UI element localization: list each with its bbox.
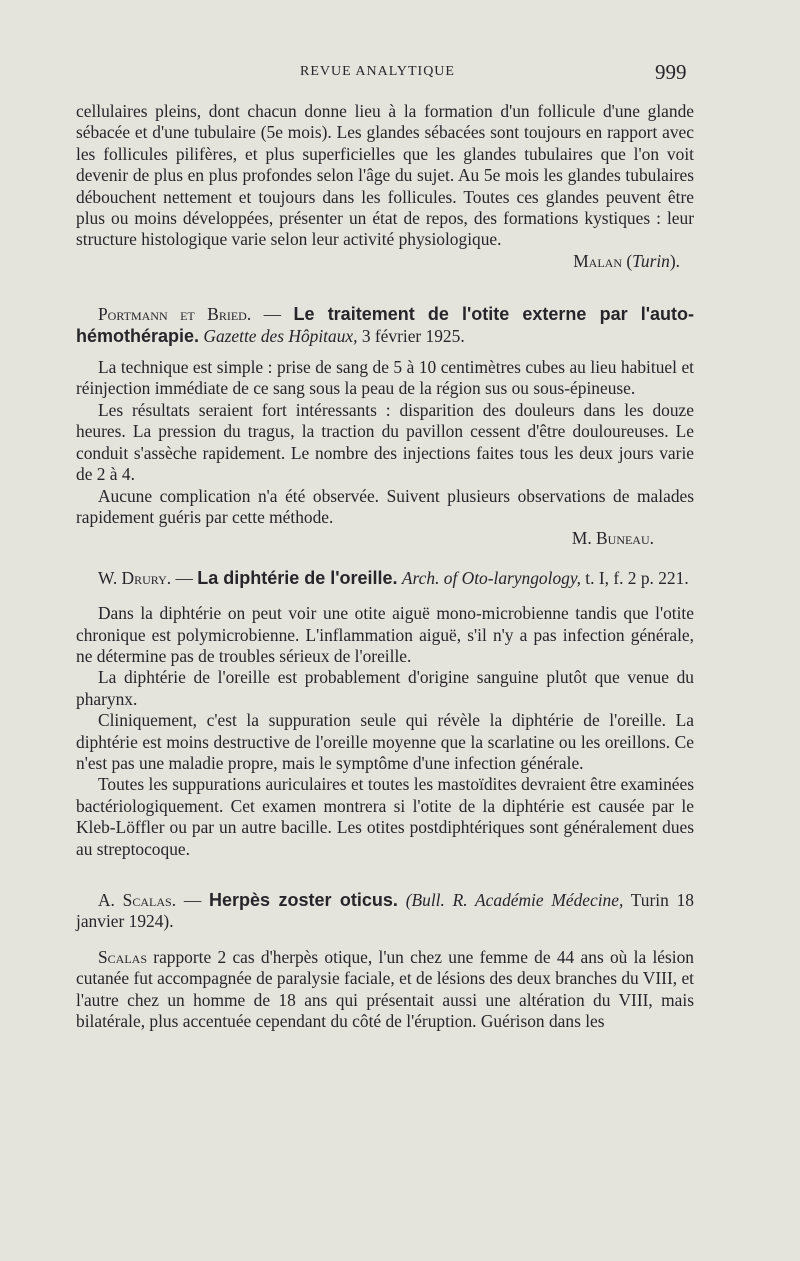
article2-heading xyxy=(76,304,694,347)
article1-signature-name: Malan xyxy=(573,250,623,271)
heading-dash: — xyxy=(171,567,198,588)
article4-authors: A. Scalas. xyxy=(98,890,177,910)
article2-source-details: 3 février 1925. xyxy=(357,325,465,346)
article3-paragraph: Toutes les suppurations auriculaires et toutes les mastoïdites devraient être examinées bactériologiquement. Cet examen montrera si l'otite de la diphtérie est causée par le Kleb-Löffler ou par un autre bacille. Les otites postdiphtériques sont généralement dues au streptocoque. xyxy=(76,774,694,859)
article2-paragraph: Les résultats seraient fort intéressants : disparition des douleurs dans les douze heures. La pression du tragus, la traction du pavillon cessent d'être douloureuses. Le conduit s'assèche rapidement. Le nombre des injections faites tous les deux jours varie de 2 à 4. xyxy=(76,399,694,485)
running-head: REVUE ANALYTIQUE xyxy=(300,64,455,79)
article4-paragraph-text: rapporte 2 cas d'herpès otique, l'un chez une femme de 44 ans où la lésion cutanée fut accompagnée de paralysie faciale, et de lésions des deux branches du VIII, et l'autre chez un homme de 18 ans qui présentait aussi une altération du VIII, mais bilatérale, plus accentuée cependant du côté de l'éruption. Guérison dans les xyxy=(76,946,694,1032)
article1-signature-place: Turin xyxy=(632,250,670,271)
article1-signature: Malan (Turin). xyxy=(573,250,680,271)
article4-heading xyxy=(76,890,694,933)
article1-text: cellulaires pleins, dont chacun donne lieu à la formation d'un follicule d'une glande sébacée et d'une tubulaire (5e mois). Les glandes sébacées sont toujours en rapport avec les follicules pilifères, et plus superficielles que les glandes tubulaires que l'on voit devenir de plus en plus profondes selon l'âge du sujet. Au 5e mois les glandes tubulaires débouchent nettement et toujours dans les follicules. Toutes ces glandes peuvent être plus ou moins développées, présenter un état de repos, des formations kystiques : leur structure histologique varie selon leur activité physiologique. xyxy=(76,101,694,250)
article4-lead-name: Scalas xyxy=(98,946,148,967)
article4-source: (Bull. R. Académie Médecine, xyxy=(405,890,624,910)
article3-authors: W. Drury. xyxy=(98,567,172,588)
page-content xyxy=(76,101,694,1032)
article2-paragraph: Aucune complication n'a été observée. Suivent plusieurs observations de malades rapidement guéris par cette méthode. xyxy=(76,485,694,527)
article4-paragraph xyxy=(76,947,694,1033)
article2-title: Le traitement de l'otite externe par l'auto-hémothérapie. xyxy=(76,304,694,346)
article2-source: Gazette des Hôpitaux, xyxy=(203,325,358,346)
article3-paragraph: Dans la diphtérie on peut voir une otite aiguë mono-microbienne tandis que l'otite chronique est polymicrobienne. L'inflammation aiguë, s'il n'y a pas infection générale, ne détermine pas de troubles sérieux de l'oreille. xyxy=(76,603,694,666)
article3-source: Arch. of Oto-laryngology, xyxy=(401,567,581,588)
article2-paragraph: La technique est simple : prise de sang de 5 à 10 centimètres cubes au lieu habituel et réinjection immédiate de ce sang sous la peau de la région sus ou sous-épineuse. xyxy=(76,357,694,399)
article3-source-details: t. I, f. 2 p. 221. xyxy=(580,567,689,588)
article4-source-details: Turin 18 janvier 1924). xyxy=(76,890,694,932)
page-number: 999 xyxy=(655,60,687,84)
heading-dash: — xyxy=(176,890,209,910)
article4-title: Herpès zoster oticus. xyxy=(209,890,398,910)
heading-dash: — xyxy=(251,304,294,325)
article3-paragraph: Cliniquement, c'est la suppuration seule qui révèle la diphtérie de l'oreille. La diphtérie est moins destructive de l'oreille moyenne que la scarlatine ou les oreillons. Ce n'est pas une maladie propre, mais le symptôme d'une infection générale. xyxy=(76,710,694,773)
article3-title: La diphtérie de l'oreille. xyxy=(197,567,398,588)
article3-heading xyxy=(76,568,694,589)
article3-paragraph: La diphtérie de l'oreille est probablement d'origine sanguine plutôt que venue du pharynx. xyxy=(76,667,694,709)
article2-authors: Portmann et Bried. xyxy=(98,304,252,325)
article2-signature: M. Buneau. xyxy=(571,528,654,549)
